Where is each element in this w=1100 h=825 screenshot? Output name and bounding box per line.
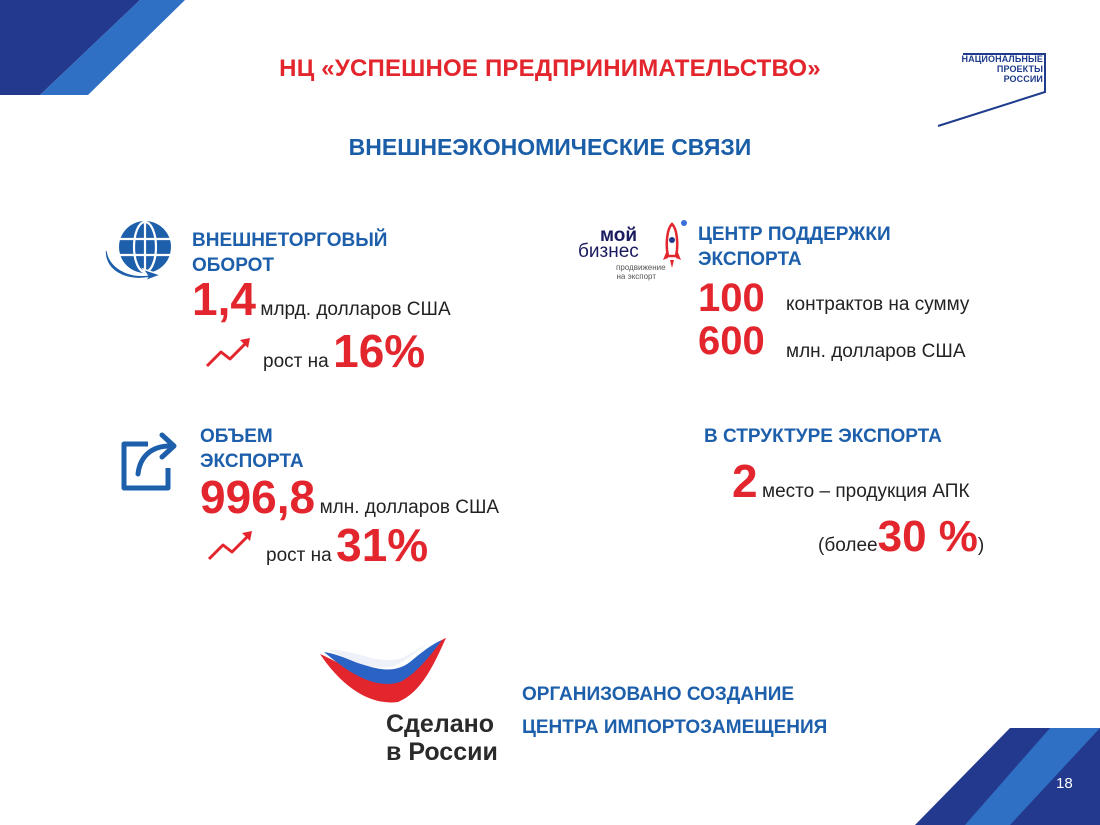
- export-structure-heading: В СТРУКТУРЕ ЭКСПОРТА: [704, 426, 942, 447]
- export-structure-share-suffix: ): [977, 535, 985, 556]
- export-volume-growth-label: рост на: [266, 545, 332, 566]
- sum-label: млн. долларов США: [786, 341, 966, 362]
- sum-value: 600: [698, 319, 765, 363]
- page-title: НЦ «УСПЕШНОЕ ПРЕДПРИНИМАТЕЛЬСТВО»: [279, 55, 821, 82]
- trade-value: 1,4: [192, 273, 256, 325]
- globe-arrow-icon: [103, 219, 183, 281]
- page-subtitle: ВНЕШНЕЭКОНОМИЧЕСКИЕ СВЯЗИ: [348, 134, 752, 160]
- np-logo-line3: РОССИИ: [1003, 74, 1043, 84]
- export-center-heading: [698, 222, 891, 272]
- np-logo-line1: НАЦИОНАЛЬНЫЕ: [961, 54, 1043, 64]
- export-volume-unit: млн. долларов США: [319, 497, 500, 518]
- made-in-russia-line2: в России: [386, 738, 498, 766]
- export-structure-share-row: [818, 512, 984, 562]
- export-structure-share-prefix: (более: [818, 535, 878, 556]
- national-projects-logo: [935, 52, 1047, 128]
- share-export-icon: [118, 428, 184, 492]
- mb-logo-sub: [616, 263, 666, 281]
- contracts-value: 100: [698, 276, 765, 320]
- trend-up-icon: [204, 335, 254, 369]
- export-volume-growth-value: 31%: [336, 519, 429, 571]
- mb-logo-sub-line1: продвижение: [616, 263, 666, 272]
- export-volume-value-row: [200, 472, 499, 522]
- export-volume-heading: [200, 424, 304, 474]
- export-structure-place-row: [732, 456, 970, 506]
- export-structure-place-value: 2: [732, 455, 758, 507]
- mb-logo-word1: мой: [600, 225, 638, 246]
- trade-heading: [192, 228, 387, 278]
- trade-heading-line1: ВНЕШНЕТОРГОВЫЙ: [192, 230, 388, 251]
- export-structure-place-label: место – продукция АПК: [762, 481, 970, 502]
- import-center-text: [522, 678, 827, 744]
- trade-unit: млрд. долларов США: [260, 299, 451, 320]
- made-in-russia-line1: Сделано: [386, 710, 494, 738]
- export-volume-growth-row: [266, 520, 428, 570]
- export-volume-value: 996,8: [200, 471, 316, 523]
- trade-heading-line2: ОБОРОТ: [192, 255, 275, 276]
- import-center-line1: ОРГАНИЗОВАНО СОЗДАНИЕ: [522, 684, 795, 705]
- my-business-logo: [578, 218, 690, 288]
- export-structure-share-value: 30 %: [877, 512, 978, 561]
- page-number: 18: [1056, 775, 1073, 792]
- rocket-icon: [662, 218, 688, 270]
- trade-growth-label: рост на: [263, 351, 329, 372]
- export-volume-heading-line2: ЭКСПОРТА: [200, 451, 304, 472]
- export-volume-heading-line1: ОБЪЕМ: [200, 426, 273, 447]
- np-logo-line2: ПРОЕКТЫ: [996, 64, 1043, 74]
- trade-growth-value: 16%: [333, 325, 426, 377]
- export-center-heading-line1: ЦЕНТР ПОДДЕРЖКИ: [698, 224, 891, 245]
- trend-up-icon-2: [206, 528, 256, 562]
- import-center-line2: ЦЕНТРА ИМПОРТОЗАМЕЩЕНИЯ: [522, 717, 828, 738]
- export-center-heading-line2: ЭКСПОРТА: [698, 249, 802, 270]
- trade-growth-row: [263, 326, 425, 376]
- contracts-label: контрактов на сумму: [786, 294, 970, 315]
- mb-logo-word2: бизнес: [578, 241, 639, 262]
- mb-logo-sub-line2: на экспорт: [616, 272, 656, 281]
- made-in-russia-logo-mark: [318, 636, 448, 706]
- trade-value-row: [192, 274, 451, 324]
